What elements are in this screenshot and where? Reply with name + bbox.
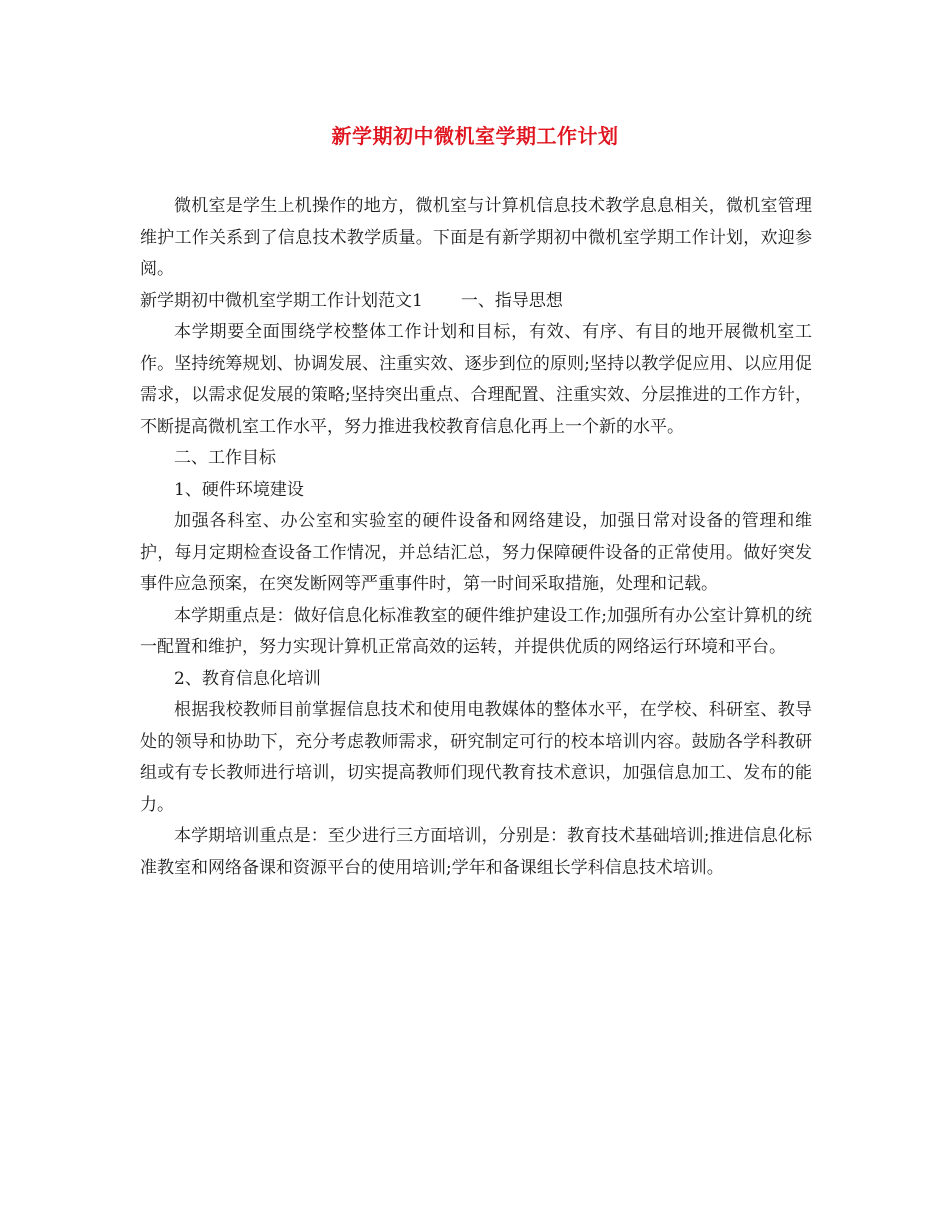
paragraph-hardware: 加强各科室、办公室和实验室的硬件设备和网络建设，加强日常对设备的管理和维护，每月定期检查设备工作情况，并总结汇总，努力保障硬件设备的正常使用。做好突发事件应急预案，在突发断网等严重事件时，第一时间采取措施，处理和记载。 bbox=[140, 511, 812, 594]
paragraph-intro: 微机室是学生上机操作的地方，微机室与计算机信息技术教学息息相关，微机室管理维护工作关系到了信息技术教学质量。下面是有新学期初中微机室学期工作计划，欢迎参阅。 bbox=[140, 196, 812, 279]
paragraph-guiding-thought: 本学期要全面围绕学校整体工作计划和目标，有效、有序、有目的地开展微机室工作。坚持统筹规划、协调发展、注重实效、逐步到位的原则;坚持以教学促应用、以应用促需求，以需求促发展的策略;坚持突出重点、合理配置、注重实效、分层推进的工作方针，不断提高微机室工作水平，努力推进我校教育信息化再上一个新的水平。 bbox=[140, 322, 812, 437]
sample-heading: 新学期初中微机室学期工作计划范文1 bbox=[140, 290, 423, 311]
document-body bbox=[140, 191, 812, 884]
paragraph-hardware-focus: 本学期重点是：做好信息化标准教室的硬件维护建设工作;加强所有办公室计算机的统一配置和维护，努力实现计算机正常高效的运转，并提供优质的网络运行环境和平台。 bbox=[140, 605, 812, 657]
document-title: 新学期初中微机室学期工作计划 bbox=[331, 124, 619, 148]
heading-hardware: 1、硬件环境建设 bbox=[174, 479, 304, 500]
section-guiding-thought: 一、指导思想 bbox=[460, 290, 563, 311]
heading-work-goals: 二、工作目标 bbox=[174, 448, 276, 468]
paragraph-training-focus: 本学期培训重点是：至少进行三方面培训，分别是：教育技术基础培训;推进信息化标准教室和网络备课和资源平台的使用培训;学年和备课组长学科信息技术培训。 bbox=[140, 826, 812, 878]
paragraph-section-heading bbox=[140, 286, 812, 318]
paragraph-training: 根据我校教师目前掌握信息技术和使用电教媒体的整体水平，在学校、科研室、教导处的领导和协助下，充分考虑教师需求，研究制定可行的校本培训内容。鼓励各学科教研组或有专长教师进行培训，切实提高教师们现代教育技术意识，加强信息加工、发布的能力。 bbox=[140, 700, 812, 815]
heading-training: 2、教育信息化培训 bbox=[174, 668, 321, 689]
